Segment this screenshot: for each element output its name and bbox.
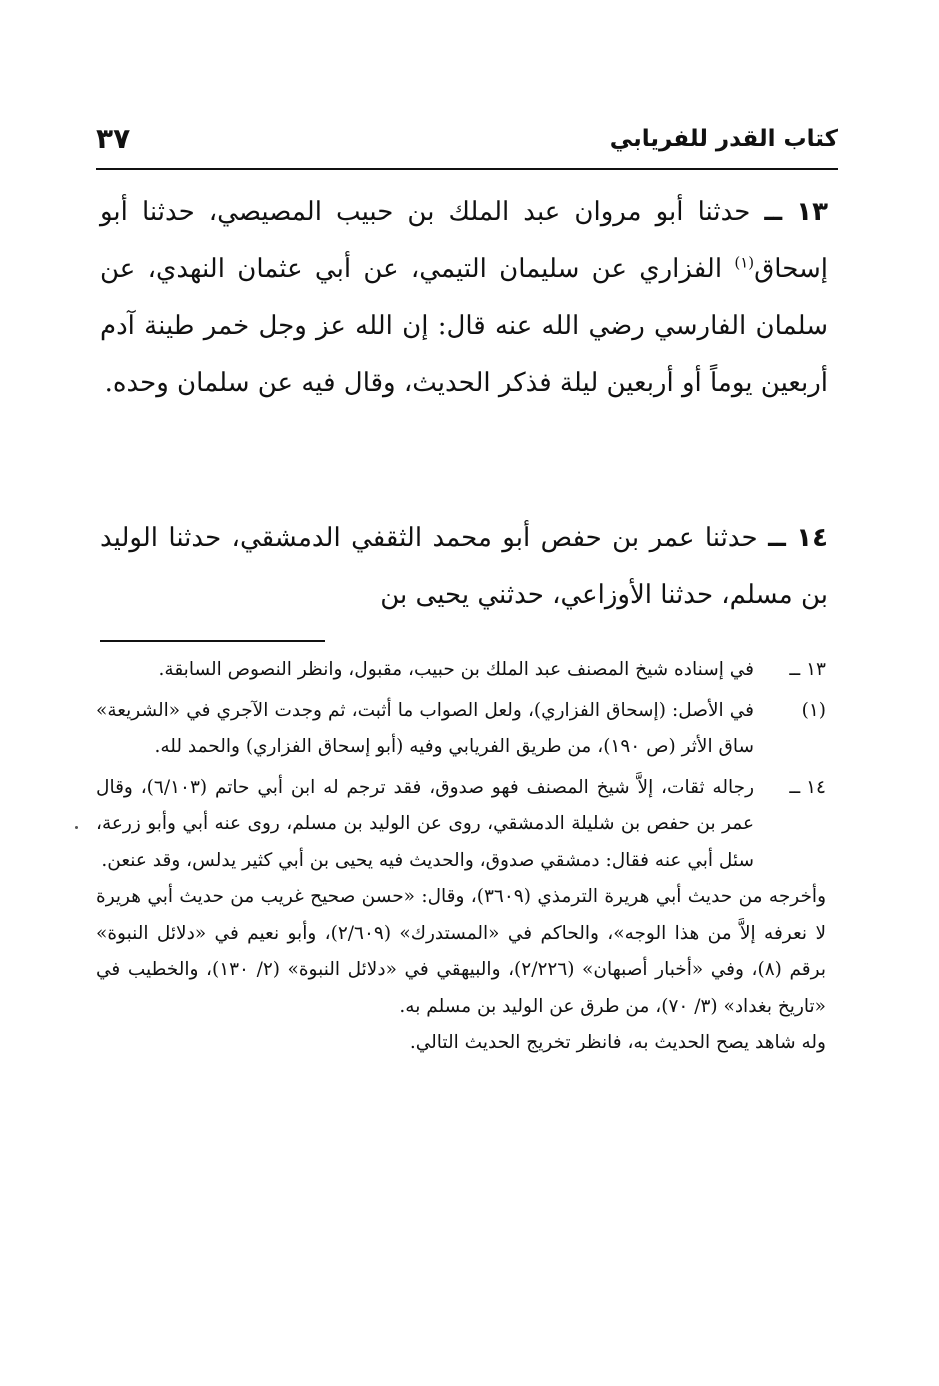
page-number: ٣٧ <box>96 122 131 155</box>
hadith-dash: ــ <box>768 523 786 553</box>
footnote-reference: (١) <box>734 253 755 272</box>
footnotes-section <box>96 652 826 1062</box>
footnote-13 <box>96 652 826 689</box>
footnote-text: في الأصل: (إسحاق الفزاري)، ولعل الصواب ما أثبت، ثم وجدت الآجري في «الشريعة» ساق الأثر (ص ١٩٠)، من طريق الفريابي وفيه (أبو إسحاق الفزاري) والحمد لله. <box>96 699 754 757</box>
footnote-label: ١٤ ــ <box>789 776 826 798</box>
footnote-label: ١٣ ــ <box>789 659 826 680</box>
footnote-label: (١) <box>801 699 826 721</box>
footnote-separator <box>100 640 325 642</box>
book-title: كتاب القدر للفريابي <box>609 126 838 152</box>
hadith-14-paragraph <box>100 510 828 624</box>
footnote-1 <box>96 693 826 766</box>
hadith-text: حدثنا عمر بن حفص أبو محمد الثقفي الدمشقي، حدثنا الوليد بن مسلم، حدثنا الأوزاعي، حدثني يحيى بن <box>100 523 828 610</box>
hadith-text-continued: الفزاري عن سليمان التيمي، عن أبي عثمان النهدي، عن سلمان الفارسي رضي الله عنه قال: إن الله عز وجل خمر طينة آدم أربعين يوماً أو أربعين ليلة فذكر الحديث، وقال فيه عن سلمان وحده. <box>100 254 828 398</box>
hadith-13-paragraph <box>100 184 828 412</box>
hadith-number: ١٣ <box>796 197 829 227</box>
header-rule <box>96 168 838 170</box>
footnote-14 <box>96 770 826 880</box>
hadith-dash: ــ <box>764 197 783 227</box>
footnote-text: في إسناده شيخ المصنف عبد الملك بن حبيب، مقبول، وانظر النصوص السابقة. <box>158 659 754 680</box>
page-header <box>96 122 838 168</box>
footnote-continuation: وله شاهد يصح الحديث به، فانظر تخريج الحديث التالي. <box>409 1032 826 1053</box>
footnote-continuation: وأخرجه من حديث أبي هريرة الترمذي (٣٦٠٩)، وقال: «حسن صحيح غريب من حديث أبي هريرة لا نعرفه إلاَّ من هذا الوجه»، والحاكم في «المستدرك» (٢/٦٠٩)، وأبو نعيم في «دلائل النبوة» برقم (٨)، وفي «أخبار أصبهان» (٢/٢٢٦)، والبيهقي في «دلائل النبوة» (٢/ ١٣٠)، والخطيب في «تاريخ بغداد» (٣/ ٧٠)، من طرق عن الوليد بن مسلم به. <box>96 886 827 1017</box>
hadith-number: ١٤ <box>796 523 829 553</box>
footnote-text: رجاله ثقات، إلاَّ شيخ المصنف فهو صدوق، فقد ترجم له ابن أبي حاتم (٦/١٠٣)، وقال عمر بن حفص بن شليلة الدمشقي، روى عن الوليد بن مسلم، روى عنه أبي وأبو زرعة، سئل أبي عنه فقال: دمشقي صدوق، والحديث فيه يحيى بن أبي كثير يدلس، وقد عنعن. <box>96 776 754 871</box>
hadith-text: حدثنا أبو مروان عبد الملك بن حبيب المصيصي، حدثنا أبو إسحاق <box>100 197 828 284</box>
scan-speck <box>75 826 78 829</box>
